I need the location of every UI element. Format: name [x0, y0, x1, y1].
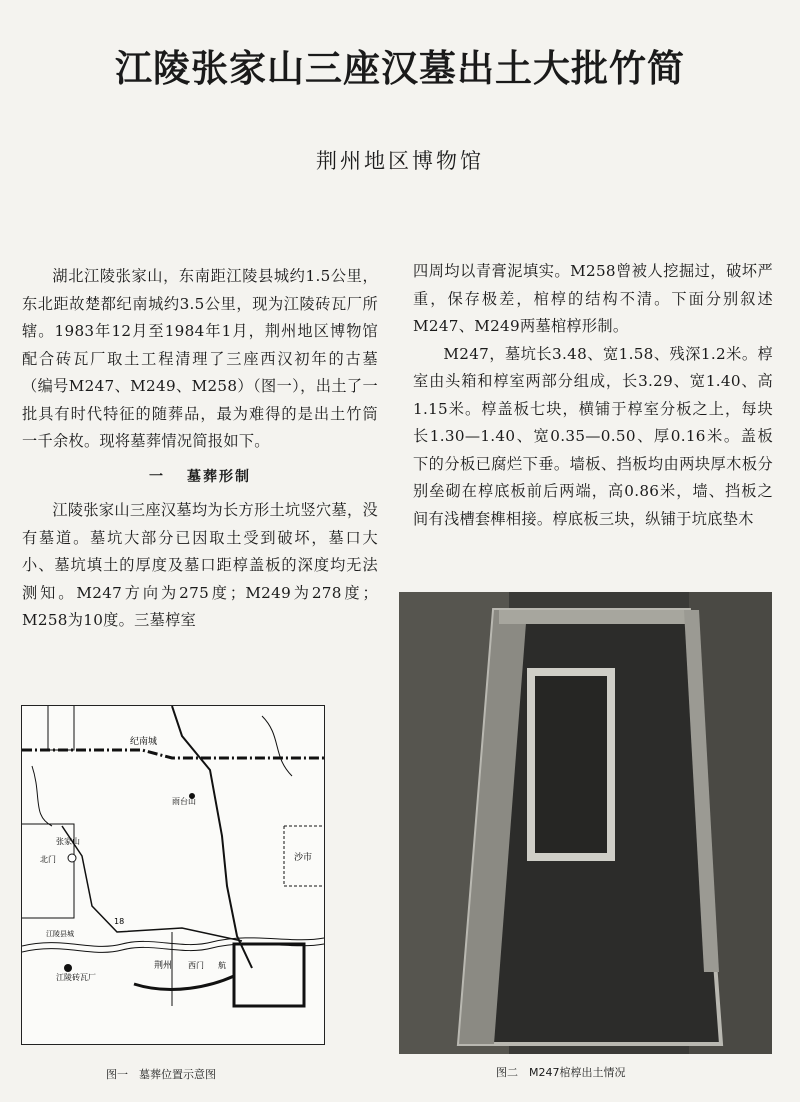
- figure-1-map: [21, 705, 325, 1045]
- intro-paragraph: 湖北江陵张家山，东南距江陵县城约1.5公里，东北距故楚都纪南城约3.5公里，现为江陵砖瓦厂所辖。1983年12月至1984年1月，荆州地区博物馆配合砖瓦厂取土工程清理了三座西汉初年的古墓（编号M247、M249、M258）（图一），出土了一批具有时代特征的随葬品，最为难得的是出土竹筒一千余枚。现将墓葬情况简报如下。: [22, 267, 378, 450]
- map-label-shashi: 沙市: [294, 853, 313, 863]
- right-column: [413, 258, 773, 533]
- continued-paragraph: 四周均以青膏泥填实。M258曾被人挖掘过，破坏严重，保存极差，棺椁的结构不清。下面分别叙述M247、M249两墓棺椁形制。: [413, 262, 773, 335]
- left-column: [22, 263, 378, 635]
- map-label-ximen: 西门: [188, 961, 204, 970]
- excavation-photo-drawing: [399, 592, 772, 1054]
- map-label-county: 江陵县城: [46, 930, 74, 938]
- map-label-road-number: 18: [114, 917, 125, 926]
- map-label-zhangjia: 张家山: [56, 837, 80, 846]
- m247-paragraph: M247，墓坑长3.48、宽1.58、残深1.2米。椁室由头箱和椁室两部分组成，长3.29、宽1.40、高1.15米。椁盖板七块，横铺于椁室分板之上，每块长1.30—1.40、宽0.35—0.50、厚0.16米。盖板下的分板已腐烂下垂。墙板、挡板均由两块厚木板分别垒砌在椁底板前后两端，高0.86米，墙、挡板之间有浅槽套榫相接。椁底板三块，纵铺于坑底垫木: [413, 344, 773, 528]
- section-title: 墓葬形制: [187, 468, 251, 485]
- map-label-factory: 江陵砖瓦厂: [56, 973, 96, 982]
- location-map-drawing: [22, 706, 324, 1044]
- map-label-beimen: 北门: [40, 855, 56, 864]
- map-label-jinan: 纪南城: [130, 737, 158, 747]
- map-label-hang: 航: [218, 961, 226, 970]
- section-number: 一: [149, 468, 165, 485]
- tomb-form-paragraph: 江陵张家山三座汉墓均为长方形土坑竖穴墓，没有墓道。墓坑大部分已因取土受到破坏，墓口大小、墓坑填土的厚度及墓口距椁盖板的深度均无法测知。M247方向为275度；M249为278度；M258为10度。三墓椁室: [22, 501, 378, 629]
- figure-1-caption: 图一 墓葬位置示意图: [106, 1068, 216, 1081]
- article-title: 江陵张家山三座汉墓出土大批竹简: [115, 47, 685, 90]
- map-label-jingzhou: 荆州: [154, 961, 173, 971]
- figure-2-photo: [399, 592, 772, 1054]
- map-label-yutai: 雨台山: [172, 797, 196, 806]
- author-institution: 荆州地区博物馆: [316, 149, 484, 173]
- section-heading: [22, 464, 378, 492]
- figure-2-caption: 图二 M247棺椁出土情况: [496, 1066, 626, 1079]
